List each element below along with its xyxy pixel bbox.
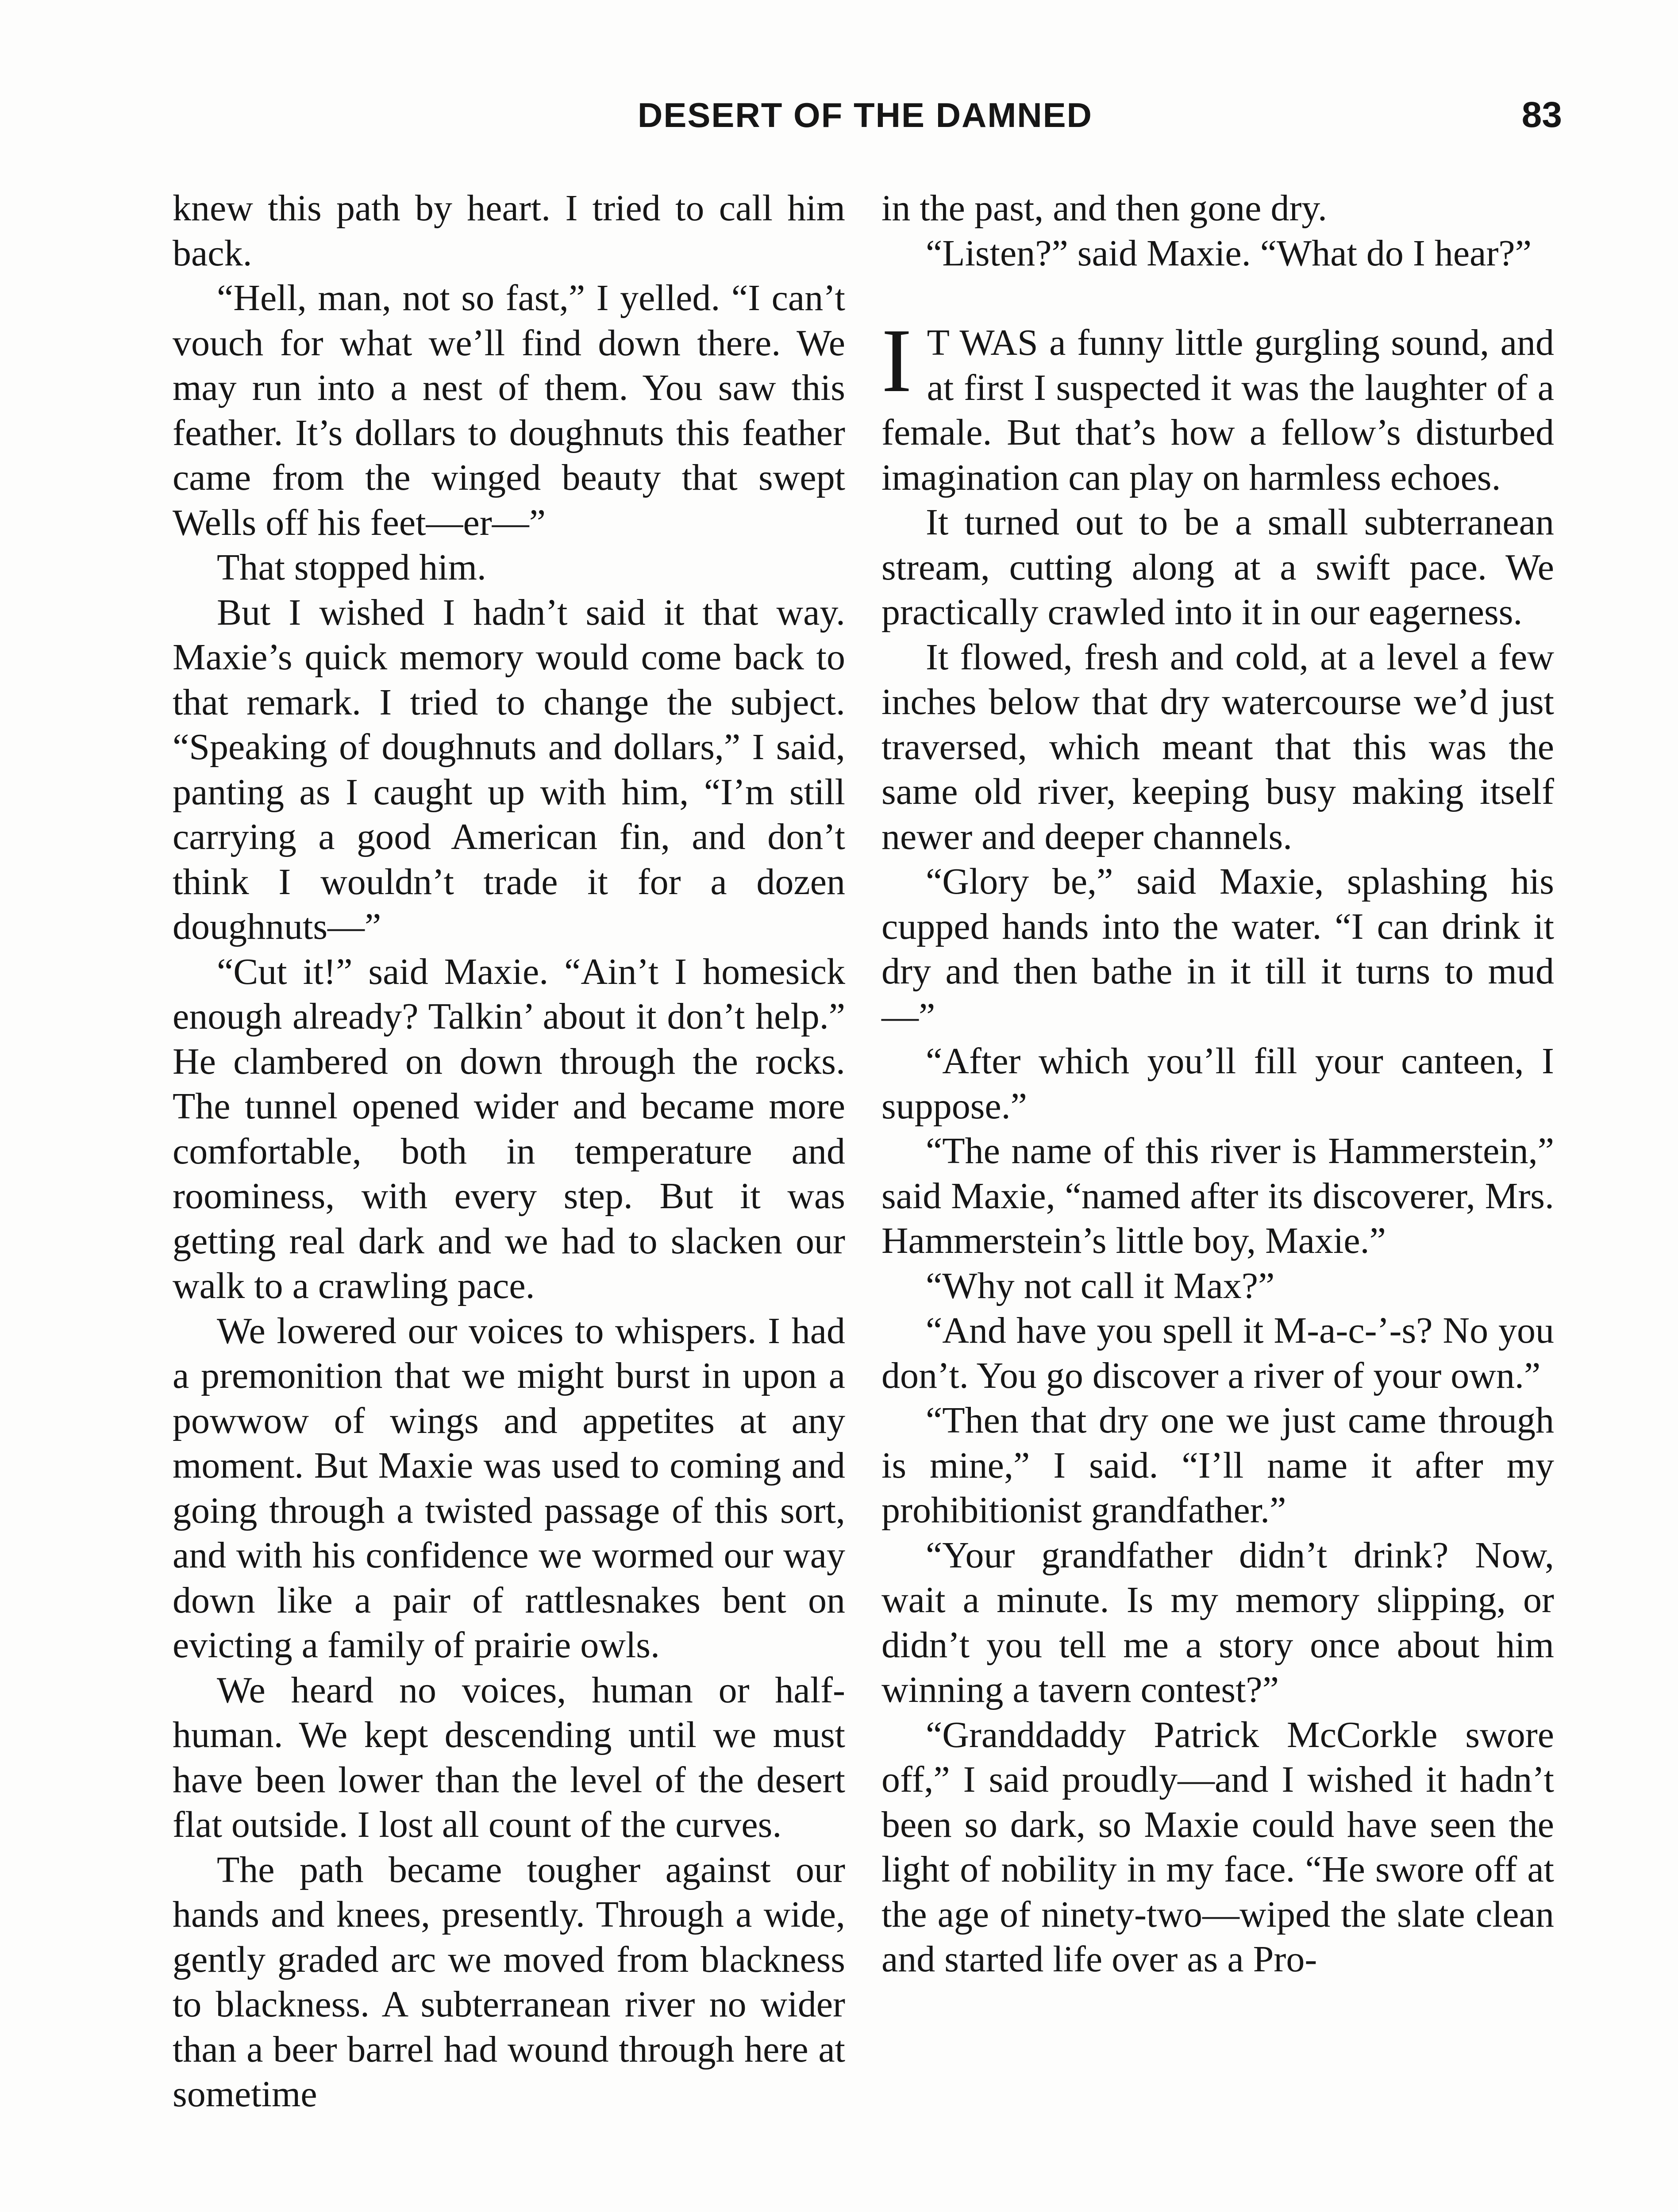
paragraph: “After which you’ll fill your canteen, I suppose.”	[881, 1041, 1554, 1127]
paragraph: We heard no voices, human or half-human. We kept descending until we must have been lower than the level of the desert flat outside. I lost all count of the curves.	[173, 1669, 845, 1845]
right-column	[881, 186, 1554, 1982]
paragraph: We lowered our voices to whispers. I had a premonition that we might burst in upon a powwow of wings and appetites at any moment. But Maxie was used to coming and going through a twisted passage of this sort, and with his confidence we wormed our way down like a pair of rattlesnakes bent on evicting a family of prairie owls.	[173, 1310, 845, 1666]
drop-cap-paragraph-text: T WAS a funny little gurgling sound, and at first I suspected it was the laughter of a female. But that’s how a fellow’s disturbed imagination can play on harmless echoes.	[881, 322, 1554, 498]
paragraph: “Granddaddy Patrick McCorkle swore off,” I said proudly—and I wished it hadn’t been so dark, so Maxie could have seen the light of nobility in my face. “He swore off at the age of ninety-two—wiped the slate clean and started life over as a Pro-	[881, 1714, 1554, 1980]
running-title: DESERT OF THE DAMNED	[637, 96, 1093, 134]
paragraph: That stopped him.	[217, 547, 486, 588]
page-number: 83	[1521, 95, 1562, 135]
paragraph: “Listen?” said Maxie. “What do I hear?”	[926, 232, 1532, 274]
paragraph: The path became tougher against our hands and knees, presently. Through a wide, gently graded arc we moved from blackness to blackness. A subterranean river no wider than a beer barrel had wound through here at sometime	[173, 1849, 845, 2115]
paragraph: “The name of this river is Hammerstein,” said Maxie, “named after its discoverer, Mrs. Hammerstein’s little boy, Maxie.”	[881, 1130, 1554, 1261]
paragraph: “Why not call it Max?”	[926, 1265, 1275, 1306]
paragraph: “Your grandfather didn’t drink? Now, wait a minute. Is my memory slipping, or didn’t you tell me a story once about him winning a tavern contest?”	[881, 1534, 1554, 1710]
paragraph: “Cut it!” said Maxie. “Ain’t I homesick enough already? Talkin’ about it don’t help.” He clambered on down through the rocks. The tunnel opened wider and became more comfortable, both in temperature and roominess, with every step. But it was getting real dark and we had to slacken our walk to a crawling pace.	[173, 951, 845, 1306]
left-column	[173, 186, 845, 2117]
paragraph: It turned out to be a small subterranean stream, cutting along at a swift pace. We practically crawled into it in our eagerness.	[881, 502, 1554, 633]
paragraph: “And have you spell it M-a-c-’-s? No you don’t. You go discover a river of your own.”	[881, 1310, 1554, 1396]
paragraph: “Then that dry one we just came through is mine,” I said. “I’ll name it after my prohibitionist grandfather.”	[881, 1400, 1554, 1531]
drop-cap: I	[881, 310, 912, 411]
paragraph: “Glory be,” said Maxie, splashing his cupped hands into the water. “I can drink it dry and then bathe in it till it turns to mud—”	[881, 861, 1554, 1037]
paragraph: “Hell, man, not so fast,” I yelled. “I can’t vouch for what we’ll find down there. We may run into a nest of them. You saw this feather. It’s dollars to doughnuts this feather came from the winged beauty that swept Wells off his feet—er—”	[173, 277, 845, 543]
paragraph: knew this path by heart. I tried to call him back.	[173, 188, 845, 274]
running-header	[168, 91, 1562, 144]
paragraph: in the past, and then gone dry.	[881, 188, 1327, 229]
section-opening-paragraph	[881, 310, 1554, 500]
paragraph: But I wished I hadn’t said it that way. Maxie’s quick memory would come back to that remark. I tried to change the subject. “Speaking of doughnuts and dollars,” I said, panting as I caught up with him, “I’m still carrying a good American fin, and don’t think I wouldn’t trade it for a dozen doughnuts—”	[173, 591, 845, 947]
paragraph: It flowed, fresh and cold, at a level a few inches below that dry watercourse we’d just traversed, which meant that this was the same old river, keeping busy making itself newer and deeper channels.	[881, 636, 1554, 857]
